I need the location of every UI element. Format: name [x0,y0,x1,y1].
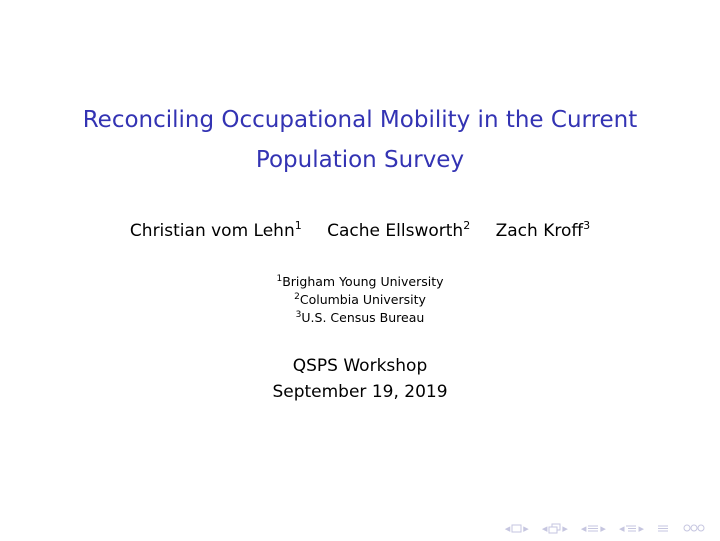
frame-nav[interactable] [505,522,529,535]
event-date: September 19, 2019 [272,382,448,402]
author-name: Christian vom Lehn [129,221,295,241]
affiliation-name: U.S. Census Bureau [301,310,425,325]
title-line-2: Population Survey [255,147,465,173]
subsection-nav[interactable] [619,522,644,535]
subsection-icon[interactable] [625,524,637,533]
beamer-navigation-bar [505,521,706,535]
author-affiliation-mark: 3 [583,219,591,232]
author [130,219,302,243]
event-block [0,353,720,405]
frame-stack-icon[interactable] [548,523,561,534]
search-loop-icon[interactable] [682,523,706,533]
title-line-1: Reconciling Occupational Mobility in the Current [82,107,638,133]
affiliation [0,273,720,291]
arrow-left-icon[interactable]: ◂ [618,521,625,535]
author [327,219,470,243]
author-affiliation-mark: 1 [294,219,302,232]
affiliation-mark: 1 [276,274,283,284]
author-name: Cache Ellsworth [327,221,464,241]
arrow-right-icon[interactable]: ▸ [523,521,529,535]
slide-title [0,100,720,180]
affiliation-name: Brigham Young University [282,274,444,289]
affiliation [0,309,720,327]
arrow-right-icon[interactable]: ▸ [600,521,606,535]
align-icon[interactable] [657,524,669,533]
author [496,219,590,243]
arrow-left-icon[interactable]: ◂ [541,521,548,535]
frame-icon[interactable] [511,524,522,533]
event-name: QSPS Workshop [292,356,428,376]
arrow-left-icon[interactable]: ◂ [504,521,511,535]
arrow-right-icon[interactable]: ▸ [562,521,568,535]
section-icon[interactable] [587,524,599,533]
affiliation-list [0,273,720,327]
arrow-right-icon[interactable]: ▸ [638,521,644,535]
section-nav[interactable] [581,522,606,535]
affiliation-name: Columbia University [299,292,426,307]
author-name: Zach Kroff [495,221,584,241]
frame-stack-nav[interactable] [542,522,568,535]
affiliation [0,291,720,309]
author-list [0,219,720,243]
affiliation-mark: 2 [294,292,300,302]
author-affiliation-mark: 2 [463,219,471,232]
affiliation-mark: 3 [295,310,302,320]
arrow-left-icon[interactable]: ◂ [580,521,587,535]
